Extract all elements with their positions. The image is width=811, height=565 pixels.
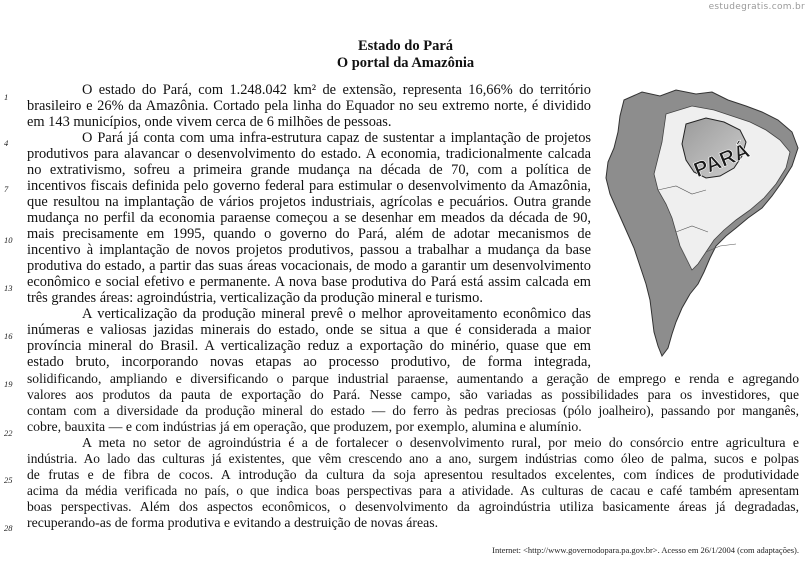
line-number: 4 xyxy=(4,138,9,148)
text-line: que resultou na implantação de vários projetos industriais, agrícolas e pecuários. Outra grande xyxy=(27,194,591,210)
text-line: boas perspectivas. Além dos aspectos econômicos, o desenvolvimento da agroindústria utiliza basicamente áreas já degradadas, xyxy=(27,499,799,514)
text-line: O estado do Pará, com 1.248.042 km² de extensão, representa 16,66% do território xyxy=(82,82,591,98)
text-line: inúmeras e valiosas jazidas minerais do estado, onde se situa a que é considerada a maior xyxy=(27,322,591,338)
text-line: de frutas e de fibra de cocos. A introdução da cultura da soja apresentou resultados excelentes, com índices de produtividade xyxy=(27,467,799,482)
page-subtitle: O portal da Amazônia xyxy=(336,55,475,71)
line-number: 25 xyxy=(4,475,13,485)
text-line: recuperando-as de forma produtiva e evitando a destruição de novas áreas. xyxy=(27,515,439,530)
line-number: 1 xyxy=(4,92,9,102)
text-line: solidificando, ampliando e diversificando o parque industrial paraense, aumentando a geração de emprego e renda e agregando xyxy=(27,371,799,386)
text-line: província mineral do Brasil. A verticalização reduz a exportação do minério, quase que em xyxy=(27,338,591,354)
line-number: 13 xyxy=(4,283,13,293)
line-number: 16 xyxy=(4,331,13,341)
text-line: mais precisamente em 1995, quando o governo do Pará, além de adotar mecanismos de xyxy=(27,226,591,242)
watermark: estudegratis.com.br xyxy=(708,2,805,12)
page-title: Estado do Pará xyxy=(357,38,454,54)
text-line: econômico e social efetivo e permanente. A nova base produtiva do Pará está assim calcada em xyxy=(27,274,591,290)
line-number: 10 xyxy=(4,235,13,245)
source-citation: Internet: <http://www.governodopara.pa.gov.br>. Acesso em 26/1/2004 (com adaptações). xyxy=(492,545,799,555)
text-line: no extrativismo, sofreu a primeira grande mudança na década de 70, com a política de xyxy=(27,162,591,178)
text-line: cobre, bauxita — e com indústrias já em operação, que produzem, por exemplo, alumina e alumínio. xyxy=(27,419,582,434)
text-line: três grandes áreas: agroindústria, verticalização da produção mineral e turismo. xyxy=(27,290,483,306)
line-number: 28 xyxy=(4,523,13,533)
south-america-map xyxy=(596,86,801,363)
text-line: acima da média verificada no país, o que indica boas perspectivas para a atividade. As culturas de cacau e café também apresentam xyxy=(27,483,799,498)
text-line: brasileiro e 26% da Amazônia. Cortado pela linha do Equador no seu extremo norte, é dividido xyxy=(27,98,591,114)
text-line: mudança no perfil da economia paraense começou a se desenhar em meados da década de 90, xyxy=(27,210,591,226)
text-line: estado bruto, incorporando novas etapas ao processo produtivo, de forma integrada, xyxy=(27,354,591,370)
text-line: O Pará já conta com uma infra-estrutura capaz de sustentar a implantação de projetos xyxy=(82,130,591,146)
text-line: produtivos para alavancar o desenvolvimento do estado. A economia, tradicionalmente calcada xyxy=(27,146,591,162)
text-line: indústria. Ao lado das culturas já existentes, que vêm crescendo ano a ano, surgem indústrias como óleo de palma, sucos e polpas xyxy=(27,451,799,466)
text-line: incentivo à implantação de novos projetos produtivos, passou a trabalhar a mudança da base xyxy=(27,242,591,258)
text-line: A meta no setor de agroindústria é a de fortalecer o desenvolvimento rural, por meio do consórcio entre agricultura e xyxy=(82,435,799,450)
text-line: produtiva do estado, a partir das suas áreas vocacionais, de modo a garantir um desenvolvimento xyxy=(27,258,591,274)
text-line: em 143 municípios, onde vivem cerca de 6 milhões de pessoas. xyxy=(27,114,392,130)
text-line: A verticalização da produção mineral prevê o melhor aproveitamento econômico das xyxy=(82,306,591,322)
map-label: PARÁ xyxy=(690,139,753,183)
line-number: 22 xyxy=(4,428,13,438)
line-number: 19 xyxy=(4,379,13,389)
text-line: incentivos fiscais definida pelo governo federal para estimular o desenvolvimento da Amazônia, xyxy=(27,178,591,194)
text-line: contam com a diversidade da produção mineral do estado — do ferro às pedras preciosas (pólo joalheiro), passando por manganês, xyxy=(27,403,799,418)
text-line: valores aos produtos da pauta de exportação do Pará. Nesse campo, são variadas as possibilidades para os investidores, que xyxy=(27,387,799,402)
line-number: 7 xyxy=(4,184,9,194)
